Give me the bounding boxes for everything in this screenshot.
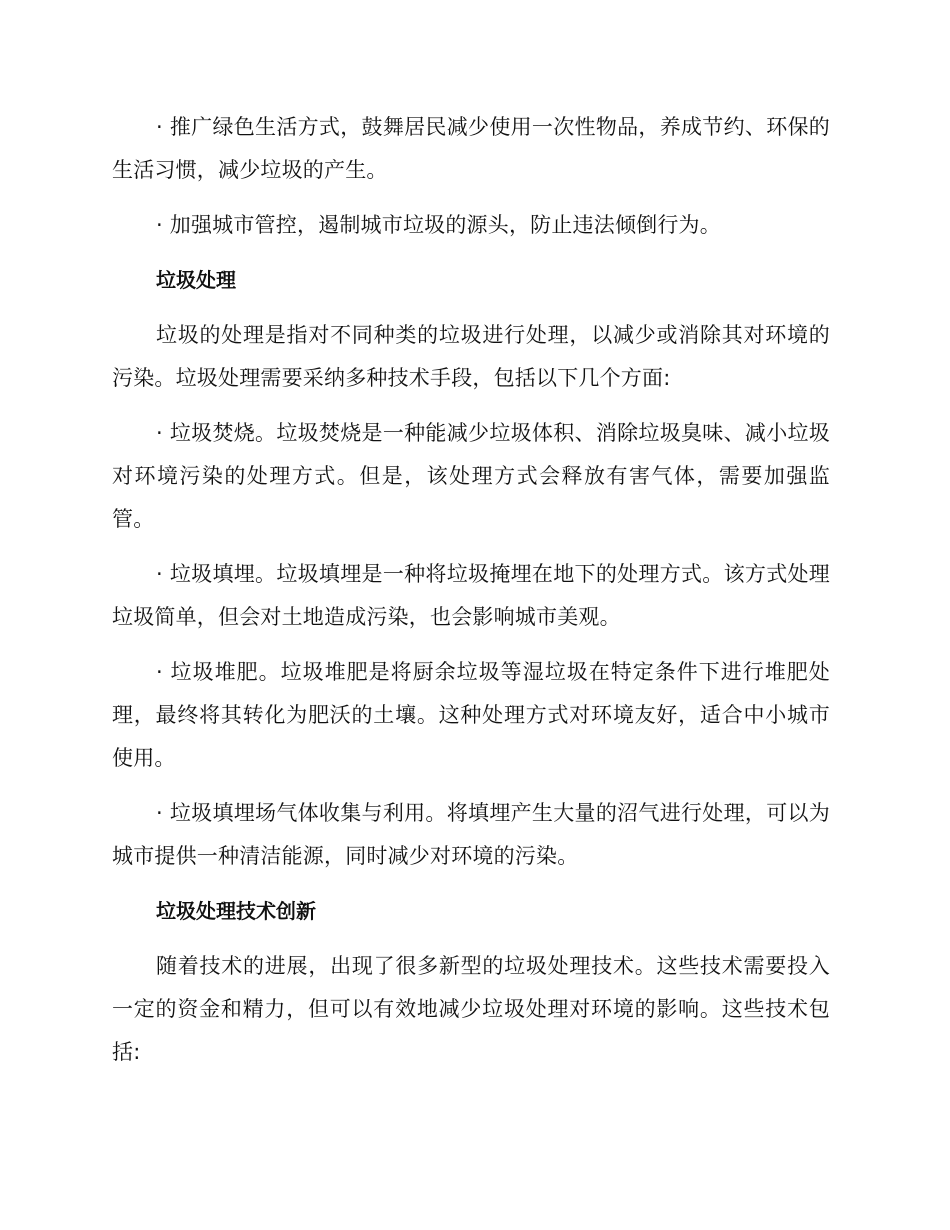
bullet-paragraph-green-lifestyle: · 推广绿色生活方式，鼓舞居民减少使用一次性物品，养成节约、环保的生活习惯，减少垃圾的产生。 <box>112 115 830 182</box>
bullet-paragraph-landfill-gas: · 垃圾填埋场气体收集与利用。将填埋产生大量的沼气进行处理，可以为城市提供一种清洁能源，同时减少对环境的污染。 <box>112 801 830 868</box>
bullet-paragraph-incineration: · 垃圾焚烧。垃圾焚烧是一种能减少垃圾体积、消除垃圾臭味、减小垃圾对环境污染的处理方式。但是，该处理方式会释放有害气体，需要加强监管。 <box>112 421 830 531</box>
bullet-paragraph-landfill: · 垃圾填埋。垃圾填埋是一种将垃圾掩埋在地下的处理方式。该方式处理垃圾简单，但会对土地造成污染，也会影响城市美观。 <box>112 562 830 629</box>
bullet-paragraph-city-control: · 加强城市管控，遏制城市垃圾的源头，防止违法倾倒行为。 <box>156 213 721 237</box>
paragraph-innovation-intro: 随着技术的进展，出现了很多新型的垃圾处理技术。这些技术需要投入一定的资金和精力，但可以有效地减少垃圾处理对环境的影响。这些技术包括: <box>112 954 830 1064</box>
section-heading-technology-innovation: 垃圾处理技术创新 <box>156 899 316 923</box>
section-heading-garbage-treatment: 垃圾处理 <box>156 268 236 292</box>
document-page <box>112 106 830 1086</box>
bullet-paragraph-composting: · 垃圾堆肥。垃圾堆肥是将厨余垃圾等湿垃圾在特定条件下进行堆肥处理，最终将其转化为肥沃的土壤。这种处理方式对环境友好，适合中小城市使用。 <box>112 660 830 770</box>
paragraph-treatment-intro: 垃圾的处理是指对不同种类的垃圾进行处理，以减少或消除其对环境的污染。垃圾处理需要采纳多种技术手段，包括以下几个方面: <box>112 323 830 390</box>
